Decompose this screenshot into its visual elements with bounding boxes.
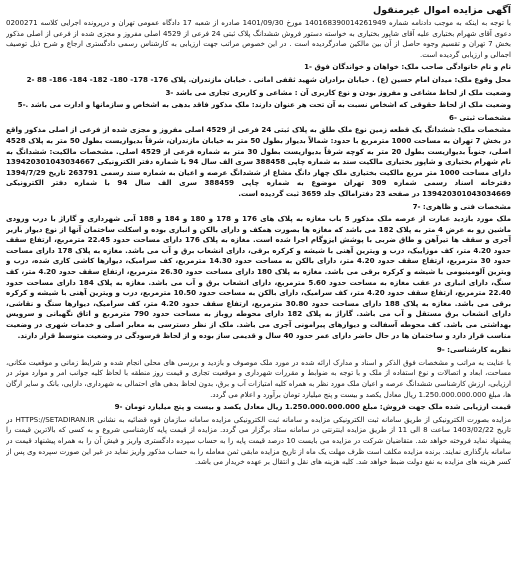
usage-line: وضعیت ملک از لحاظ مشاعی و مفروز بودن و نوع کاربری آن : مشاعی و کاربری تجاری می باشد -3	[165, 87, 511, 97]
appraised-price-line: قیمت ارزیابی شده ملک جهت فروش: مبلغ 1.250.000.000.000 ریال معادل یکصد و بیست و پنج میلیارد تومان -9	[114, 402, 511, 412]
legal-status-line: وضعیت ملک از لحاظ حقوقی که اشخاص نسبت به آن تحت هر عنوان دارند: ملک مذکور فاقد بدهی به اشخاص و سازمانها و ادارت می باشد .-5	[17, 100, 511, 110]
owner-line: نام و نام خانوادگی صاحب ملک: خواهان و خواندگان فوق -1	[304, 62, 511, 72]
expert-opinion-text: با عنایت به مراتب و مشخصات فوق الذکر و اسناد و مدارک ارائه شده در مورد ملک موصوف و بازدید و بررسی های محلی انجام شده و شرایط زمانی و موقعیت مکانی، مساحت، ابعاد و اتصالات و نوع استفاده از ملک و با توجه به ضوابط و مقررات شهرداری و موقعیت تجاری و قیمت روز منطقه با لحاظ کلیه جوانب امر و موارد موثر در ارزیابی، ارزش کارشناسی ششدانگ عرصه و اعیان ملک مورد نظر به همراه کلیه امتیازات آب و برق، بدون لحاظ بدهی های احتمالی به شهرداری، دارایی، بانک و سایر ارگان ها، مبلغ 1.250.000.000.000 ریال معادل یکصد و بیست و پنج میلیارد تومان برآورد و اعلام می گردد.	[6, 357, 511, 399]
expert-opinion-heading: نظریه کارشناسی: -9	[436, 345, 511, 355]
auction-notice	[6, 4, 511, 572]
notice-title: آگهی مزایده اموال غیرمنقول	[373, 5, 511, 16]
technical-details: ملک مورد بازدید عبارت از عرصه ملک مذکور 5 باب مغازه به پلاک های 176 و 178 و 180 و 184 و 188 آبی شهرداری و گاراژ با درب ورودی ماشین رو به عرض 4 متر به پلاک 182 می باشد که مغازه ها بصورت همکف و دارای بالکن و انباری بوده و اسکلت ساختمان آنها از نوع دیوار باربر آجری و سقف ها تیرآهن و طاق ضربی با پوشش ایزوگام اجرا شده است. مغازه به پلاک 176 دارای مساحت حدود 22.45 مترمربع، ارتفاع سقف حدود 4.20 متر، کف موزاییک، درب و ویترین آهنی با شیشه و کرکره برقی، دارای انشعاب برق و آب می باشد. مغازه به پلاک 178 دارای مساحت حدود 30 مترمربع، ارتفاع سقف حدود 4.20 متر، دارای بالکن به مساحت حدود 14.30 مترمربع، کف سرامیک، دیوارها کاشی کاری شده، درب و ویترین آلومینیومی با شیشه و کرکره برقی می باشد. مغازه به پلاک 180 دارای مساحت حدود 26.30 مترمربع، ارتفاع سقف حدود 4.20 متر، کف سنگ، دارای انباری در عقب مغازه به مساحت حدود 5.60 مترمربع، دارای انشعاب برق و آب می باشد. مغازه به پلاک 184 دارای مساحت حدود 22.40 مترمربع، ارتفاع سقف حدود 4.20 متر، کف سرامیک، دارای بالکن به مساحت حدود 10.50 مترمربع، درب و ویترین آهنی با شیشه و کرکره برقی می باشد. مغازه به پلاک 188 دارای مساحت حدود 30.80 مترمربع، ارتفاع سقف حدود 4.20 متر، کف سرامیک، دیوارها سنگ و نقاشی، دارای انشعاب برق مستقل و آب می باشد. گاراژ به پلاک 182 دارای محوطه روباز به مساحت حدود 790 مترمربع و اتاق نگهبانی و سرویس بهداشتی می باشد. کف محوطه آسفالت و دیوارهای پیرامونی آجری می باشد. ملک از نظر دسترسی به معابر اصلی و خدمات شهری در وضعیت مناسب قرار دارد و ساختمان ها در حال حاضر دارای عمر حدود 40 سال و قدیمی ساز بوده و از لحاظ فرسودگی در وضعیت متوسط قرار دارند.	[6, 214, 511, 340]
location-line: محل وقوع ملک: میدان امام حسین (ع) . خیابان برادران شهید ثقفی امانی . خیابان مازندران. پلاک 176- 178- 180- 182- 184- 186- 88 -2	[26, 74, 511, 84]
auction-terms: مزایده بصورت الکترونیکی از طریق سامانه ثبت الکترونیکی مزایده و سامانه ثبت الکترونیکی مزایده سامانه سازمان قوه قضائیه به نشانی HTTPS://SETADIRAN.IR در تاریخ 1403/02/22 ساعت 8 الی 11 از طریق مزایده اینترنتی در سامانه ستاد برگزار می گردد. مزایده از قیمت پایه کارشناسی شروع و به کسی که بالاترین قیمت را پیشنهاد نماید فروخته خواهد شد. متقاضیان شرکت در مزایده می بایست 10 درصد قیمت پایه را به حساب سپرده دادگستری واریز و فیش آن را به همراه پیشنهاد قیمت در سامانه بارگذاری نمایند. برنده مزایده مکلف است ظرف مهلت یک ماه از تاریخ مزایده مابقی ثمن معامله را به حساب مذکور واریز نماید در غیر این صورت سپرده وی پس از کسر هزینه های مزایده به نفع دولت ضبط خواهد شد. کلیه هزینه های نقل و انتقال بر عهده خریدار می باشد.	[6, 414, 511, 467]
registration-details: مشخصات ملک: ششدانگ یک قطعه زمین نوع ملک طلق به پلاک ثبتی 24 فرعی از 4529 اصلی مفروز و مجزی شده از فرعی از اصلی مذکور واقع در بخش 7 تهران به مساحت 1000 مترمربع با حدود: شمالاً بدیوار بطول 50 متر به خیابان مازندران، شرقاً بدیواریست بطول 50 متر به پلاک 4528 اصلی، جنوباً بدیواریست بطول 20 متر به کوچه شرقاً بدیواریست بطول 30 متر به شماره فرعی از 4529 اصلی. مشخصات مالکیت: ششدانگ به نام شهرام بختیاری و شاپور بختیاری مالکیت سند به شماره چاپی 388458 سری الف سال 94 با شماره دفتر الکترونیکی 139420301043034667 دارای مساحت 1000 متر مربع مالکیت بختیاری ملک چهار دانگ مشاع از ششدانگ عرصه و اعیان به شماره سند رسمی 263791 تاریخ 1394/7/29 دفترخانه اسناد رسمی شماره 309 تهران موضوع به شماره چاپی 388459 سری الف سال 94 با شماره دفتر الکترونیکی 139420301043034669 در صفحه 23 دفترامالک جلد 3659 ثبت گردیده است.	[6, 125, 511, 198]
intro-paragraph: با توجه به اینکه به موجب دادنامه شماره 140168390014261949 مورخ 1401/09/30 صادره از شعبه 17 دادگاه عمومی تهران و درپرونده اجرایی کلاسه 0200271 دعوی آقای شهرام بختیاری علیه آقای شاپور بختیاری به خواسته دستور فروش ششدانگ پلاک ثبتی 24 فرعی از 4529 اصلی مفروز و مجزی شده از فرعی از اصلی مذکور بخش 7 تهران و تقسیم وجوه حاصل از آن بین مالکین صادرگردیده است . در این خصوص مراتب جهت ارزیابی به کارشناس رسمی دادگستری ارجاع و شرح ذیل توصیف اجمالی و ارزیابی گردیده است.	[6, 18, 511, 59]
registration-heading: مشخصات ثبتی -6	[449, 112, 511, 122]
technical-heading: مشخصات فنی و ظاهری: -7	[412, 201, 511, 211]
